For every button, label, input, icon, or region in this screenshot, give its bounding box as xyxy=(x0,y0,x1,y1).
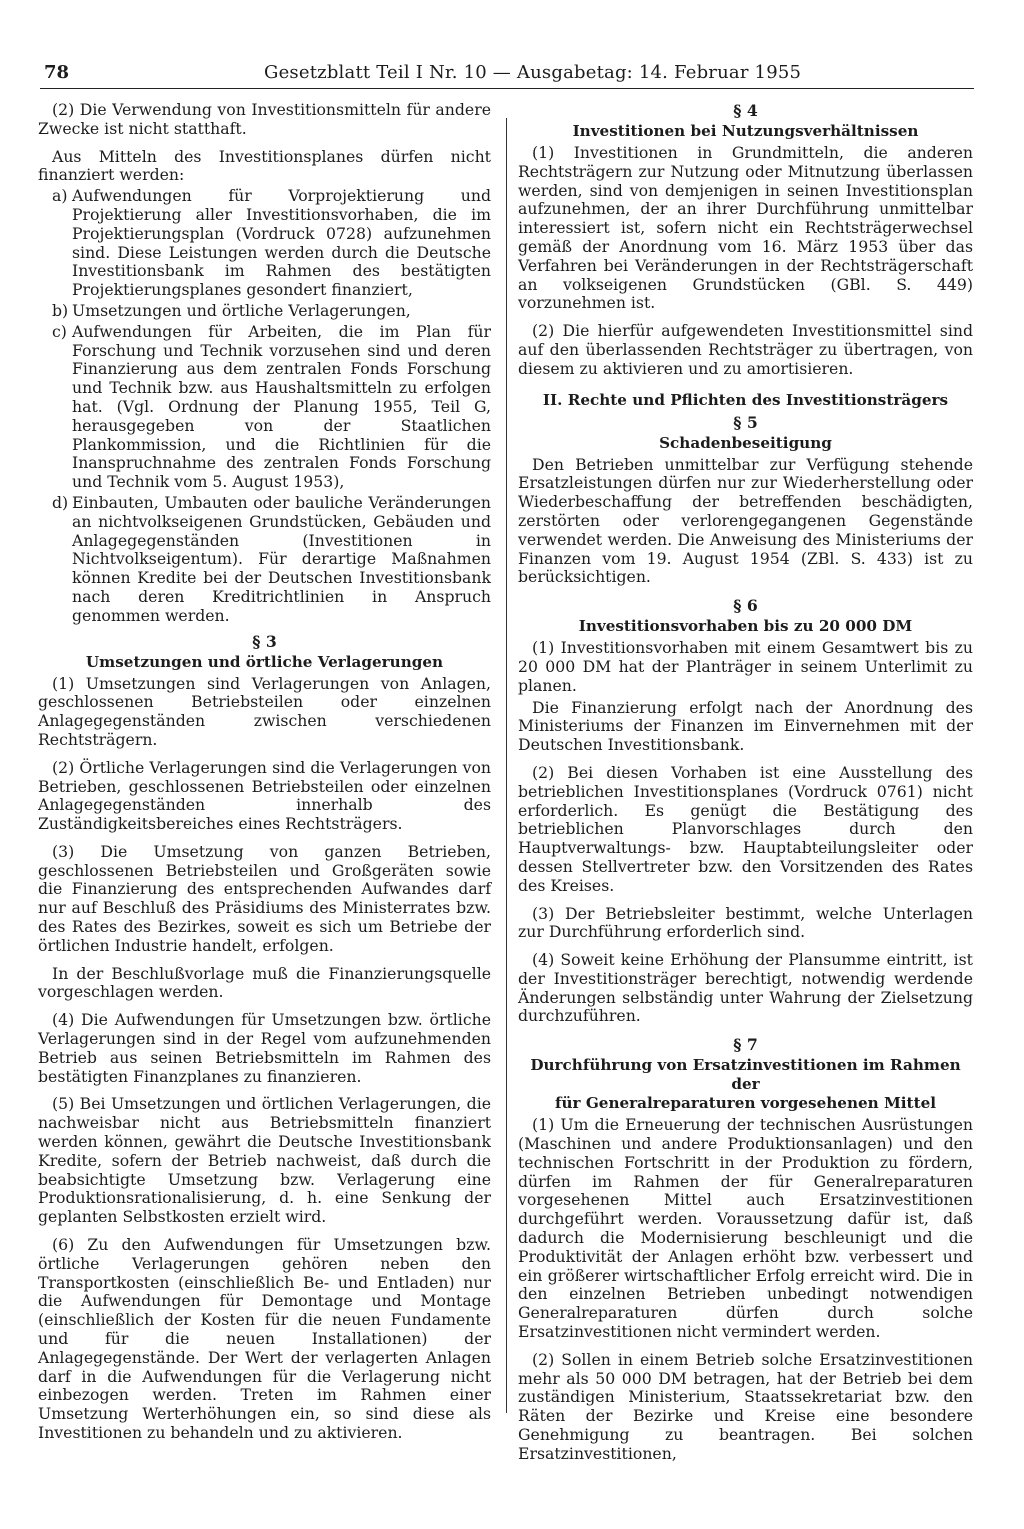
chapter-heading: II. Rechte und Pflichten des Investitionsträgers xyxy=(542,390,949,409)
section-sign-5: § 5 xyxy=(733,412,758,432)
section-title-7-line1: Durchführung von Ersatzinvestitionen im Rahmen der xyxy=(530,1056,961,1094)
list-item xyxy=(38,187,491,300)
list-text: Umsetzungen und örtliche Verlagerungen, xyxy=(72,300,411,320)
section-title-6: Investitionsvorhaben bis zu 20 000 DM xyxy=(578,617,913,636)
list-item xyxy=(38,302,491,321)
header-rule xyxy=(40,88,974,89)
right-column xyxy=(518,101,973,1473)
list-text: Einbauten, Umbauten oder bauliche Veränderungen an nichtvolkseigenen Grundstücken, Gebäuden und Anlagegegenständen (Investitionen in Nichtvolkseigentum). Für derartige Maßnahmen können Kredite bei der Deutschen Investitionsbank nach deren Kreditrichtlinien in Anspruch genommen werden. xyxy=(72,492,491,625)
paragraph: (2) Die hierfür aufgewendeten Investitionsmittel sind auf den überlassenden Rechtsträger zu übertragen, von diesem zu aktivieren und zu amortisieren. xyxy=(518,321,973,378)
section-sign-6: § 6 xyxy=(733,596,758,616)
paragraph: (1) Investitionen in Grundmitteln, die anderen Rechtsträgern zur Nutzung oder Mitnutzung überlassen werden, sind von demjenigen in seinen Investitionsplan aufzunehmen, der an ihrer Durchführung unmittelbar interessiert ist, sofern nicht ein Rechtsträgerwechsel gemäß der Anordnung vom 16. März 1953 über das Verfahren bei Veränderungen in der Rechtsträgerschaft an volkseigenen Grundstücken (GBl. S. 449) vorzunehmen ist. xyxy=(518,143,973,313)
paragraph: Die Finanzierung erfolgt nach der Anordnung des Ministeriums der Finanzen im Einvernehmen mit der Deutschen Investitionsbank. xyxy=(518,697,973,755)
section-title-5: Schadenbeseitigung xyxy=(659,433,832,452)
paragraph: In der Beschlußvorlage muß die Finanzierungsquelle vorgeschlagen werden. xyxy=(38,963,491,1002)
paragraph: (2) Bei diesen Vorhaben ist eine Ausstellung des betrieblichen Investitionsplanes (Vordruck 0761) nicht erforderlich. Es genügt die Bestätigung des betrieblichen Planvorschlages durch den Hauptverwaltungs- bzw. Hauptabteilungsleiter oder dessen Stellvertreter bzw. den Vorsitzenden des Rates des Kreises. xyxy=(518,762,973,895)
paragraph: (6) Zu den Aufwendungen für Umsetzungen bzw. örtliche Verlagerungen gehören neben den Transportkosten (einschließlich Be- und Entladen) nur die Aufwendungen für Demontage und Montage (einschließlich der Kosten für die neuen Fundamente und für die neuen Installationen) der Anlagegegenstände. Der Wert der verlagerten Anlagen darf in die Aufwendungen für die Verlagerung nicht einbezogen werden. Treten im Rahmen einer Umsetzung Werterhöhungen ein, so sind diese als Investitionen zu behandeln und zu aktivieren. xyxy=(38,1235,491,1442)
section-sign-3: § 3 xyxy=(252,631,277,651)
paragraph: (2) Sollen in einem Betrieb solche Ersatzinvestitionen mehr als 50 000 DM betragen, hat der Betrieb bei dem zuständigen Ministerium, Staatssekretariat bzw. den Räten der Bezirke und Kreise eine besondere Genehmigung zu beantragen. Bei solchen Ersatzinvestitionen, xyxy=(518,1349,973,1463)
paragraph: (2) Örtliche Verlagerungen sind die Verlagerungen von Betrieben, geschlossenen Betriebsteilen oder einzelnen Anlagegegenständen innerhalb des Zuständigkeitsbereiches eines Rechtsträgers. xyxy=(38,757,491,834)
paragraph: (1) Umsetzungen sind Verlagerungen von Anlagen, geschlossenen Betriebsteilen oder einzelnen Anlagegegenständen zwischen verschiedenen Rechtsträgern. xyxy=(38,673,491,749)
section-title-7-line2: für Generalreparaturen vorgesehenen Mittel xyxy=(554,1094,937,1113)
list-item xyxy=(38,494,491,626)
list-label: c) xyxy=(52,321,67,341)
section-sign-7: § 7 xyxy=(733,1035,758,1055)
list-label: a) xyxy=(52,186,68,206)
paragraph: (2) Die Verwendung von Investitionsmitteln für andere Zwecke ist nicht statthaft. xyxy=(38,100,491,138)
list-label: d) xyxy=(52,492,69,512)
section-sign-4: § 4 xyxy=(733,101,758,120)
list-item xyxy=(38,323,491,492)
list-label: b) xyxy=(52,300,69,320)
running-title: Gesetzblatt Teil I Nr. 10 — Ausgabetag: 14. Februar 1955 xyxy=(264,62,802,83)
paragraph: (4) Soweit keine Erhöhung der Plansumme eintritt, ist der Investitionsträger berechtigt, notwendig werdende Änderungen selbständig unter Wahrung der Zielsetzung durchzuführen. xyxy=(518,950,973,1026)
paragraph: (3) Die Umsetzung von ganzen Betrieben, geschlossenen Betriebsteilen und Großgeräten sowie die Finanzierung des entsprechenden Aufwandes darf nur auf Beschluß des Präsidiums des Ministerrates bzw. des Rates des Bezirkes, soweit es sich um Betriebe der örtlichen Industrie handelt, erfolgen. xyxy=(38,841,491,955)
list-text: Aufwendungen für Arbeiten, die im Plan für Forschung und Technik vorzusehen sind und deren Finanzierung aus dem zentralen Fonds Forschung und Technik bzw. aus Haushaltsmitteln zu erfolgen hat. (Vgl. Ordnung der Planung 1955, Teil G, herausgegeben von der Staatlichen Plankommission, und die Richtlinien für die Inanspruchnahme des zentralen Fonds Forschung und Technik vom 5. August 1953), xyxy=(72,321,491,492)
paragraph: (5) Bei Umsetzungen und örtlichen Verlagerungen, die nachweisbar nicht aus Betriebsmitteln finanziert werden können, gewährt die Deutsche Investitionsbank Kredite, sofern der Betrieb nachweist, daß durch die beabsichtigte Umsetzung bzw. Verlagerung eine Produktionsrationalisierung, d. h. eine Senkung der geplanten Selbstkosten erzielt wird. xyxy=(38,1094,491,1227)
left-column xyxy=(38,101,491,1452)
section-title-3: Umsetzungen und örtliche Verlagerungen xyxy=(85,652,444,671)
paragraph: (3) Der Betriebsleiter bestimmt, welche Unterlagen zur Durchführung erforderlich sind. xyxy=(518,903,973,942)
paragraph: (1) Um die Erneuerung der technischen Ausrüstungen (Maschinen und andere Produktionsanlagen) und den technischen Fortschritt in der Produktion zu fördern, dürfen im Rahmen der für Generalreparaturen vorgesehenen Mittel auch Ersatzinvestitionen durchgeführt werden. Voraussetzung dafür ist, daß dadurch die Modernisierung beschleunigt und die Produktivität der Anlagen erhöht bzw. verbessert und ein größerer wirtschaftlicher Erfolg erreicht wird. Die in den einzelnen Betrieben unbedingt notwendigen Generalreparaturen dürfen durch solche Ersatzinvestitionen nicht vermindert werden. xyxy=(518,1115,973,1342)
page-number: 78 xyxy=(44,62,70,83)
column-divider xyxy=(506,118,507,1413)
page-header xyxy=(36,60,986,90)
paragraph: (1) Investitionsvorhaben mit einem Gesamtwert bis zu 20 000 DM hat der Planträger in seinem Unterlimit zu planen. xyxy=(518,638,973,695)
paragraph: Den Betrieben unmittelbar zur Verfügung stehende Ersatzleistungen dürfen nur zur Wiederherstellung oder Wiederbeschaffung der betreffenden beschädigten, zerstörten oder verlorengegangenen Gegenstände verwendet werden. Die Anweisung des Ministeriums der Finanzen vom 19. August 1954 (ZBl. S. 433) ist zu berücksichtigen. xyxy=(518,454,973,587)
paragraph: Aus Mitteln des Investitionsplanes dürfen nicht finanziert werden: xyxy=(38,146,491,185)
paragraph: (4) Die Aufwendungen für Umsetzungen bzw. örtliche Verlagerungen sind in der Regel vom aufzunehmenden Betrieb aus seinen Betriebsmitteln im Rahmen des bestätigten Finanzplanes zu finanzieren. xyxy=(38,1010,491,1086)
list-text: Aufwendungen für Vorprojektierung und Projektierung aller Investitionsvorhaben, die im Projektierungsplan (Vordruck 0728) aufzunehmen sind. Diese Leistungen werden durch die Deutsche Investitionsbank im Rahmen des bestätigten Projektierungsplanes gesondert finanziert, xyxy=(72,186,491,300)
section-title-4: Investitionen bei Nutzungsverhältnissen xyxy=(572,122,919,140)
